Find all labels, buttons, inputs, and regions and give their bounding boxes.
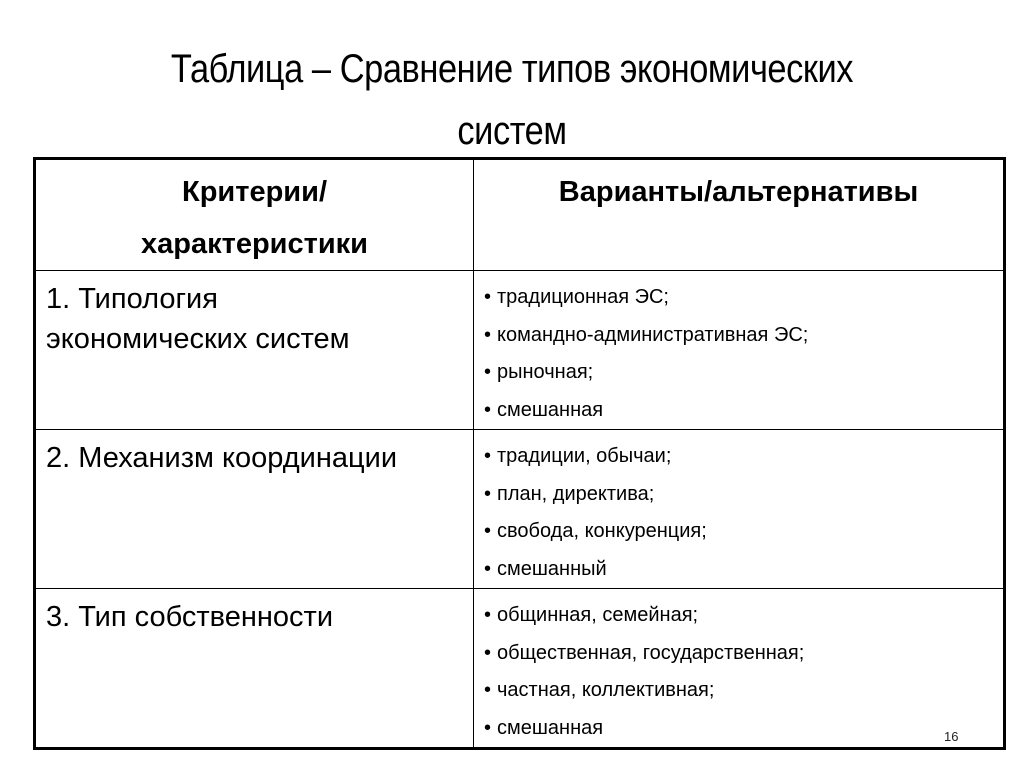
table-row	[35, 589, 1005, 749]
bullet-icon: •	[484, 604, 492, 626]
bullet-icon: •	[484, 361, 492, 383]
bullet-icon: •	[484, 557, 492, 580]
slide-title	[72, 38, 953, 162]
list-item	[484, 672, 1003, 710]
list-item	[484, 279, 1003, 317]
list-item	[484, 476, 1003, 514]
list-item	[484, 551, 1003, 589]
bullet-icon: •	[484, 482, 492, 505]
alternative-text: частная, коллективная;	[497, 679, 715, 701]
alternative-text: смешанный	[497, 557, 607, 580]
header-criteria-line-2: характеристики	[141, 228, 368, 260]
page-number: 16	[944, 729, 959, 744]
bullet-icon: •	[484, 286, 492, 308]
alternative-text: командно-административная ЭС;	[497, 323, 809, 346]
list-item	[484, 710, 1003, 748]
header-alternatives: Варианты/альтернативы	[474, 159, 1005, 271]
alternative-text: свобода, конкуренция;	[497, 520, 707, 542]
table-row	[35, 271, 1005, 430]
alternatives-list	[474, 589, 1003, 747]
alternative-text: смешанная	[497, 716, 604, 739]
list-item	[484, 438, 1003, 476]
alternative-text: план, директива;	[497, 482, 655, 505]
list-item	[484, 392, 1003, 430]
criterion-cell: 2. Механизм координации	[35, 430, 474, 589]
bullet-icon: •	[484, 641, 492, 664]
alternative-text: смешанная	[497, 398, 604, 421]
bullet-icon: •	[484, 323, 492, 346]
bullet-icon: •	[484, 445, 492, 467]
list-item	[484, 513, 1003, 551]
alternative-text: общественная, государственная;	[497, 641, 805, 664]
alternatives-list	[474, 430, 1003, 588]
alternatives-cell	[474, 589, 1005, 749]
slide-title-line-1: Таблица – Сравнение типов экономических	[170, 47, 854, 91]
alternatives-cell	[474, 430, 1005, 589]
slide-title-line-2: систем	[457, 109, 567, 153]
bullet-icon: •	[484, 398, 492, 421]
list-item	[484, 635, 1003, 673]
criterion-line-2: экономических систем	[46, 323, 350, 355]
alternative-text: общинная, семейная;	[497, 604, 699, 626]
criterion-line-1: 1. Типология	[46, 283, 218, 315]
list-item	[484, 317, 1003, 355]
header-criteria-line-1: Критерии/	[182, 176, 327, 208]
bullet-icon: •	[484, 716, 492, 739]
list-item	[484, 354, 1003, 392]
alternative-text: традиционная ЭС;	[497, 286, 669, 308]
alternative-text: рыночная;	[497, 361, 594, 383]
alternative-text: традиции, обычаи;	[497, 445, 672, 467]
table-row	[35, 430, 1005, 589]
alternatives-list	[474, 271, 1003, 429]
bullet-icon: •	[484, 679, 492, 701]
header-criteria	[35, 159, 474, 271]
alternatives-cell	[474, 271, 1005, 430]
list-item	[484, 597, 1003, 635]
criterion-cell: 3. Тип собственности	[35, 589, 474, 749]
bullet-icon: •	[484, 520, 492, 542]
table-header-row	[35, 159, 1005, 271]
criterion-cell	[35, 271, 474, 430]
comparison-table	[33, 157, 1006, 750]
